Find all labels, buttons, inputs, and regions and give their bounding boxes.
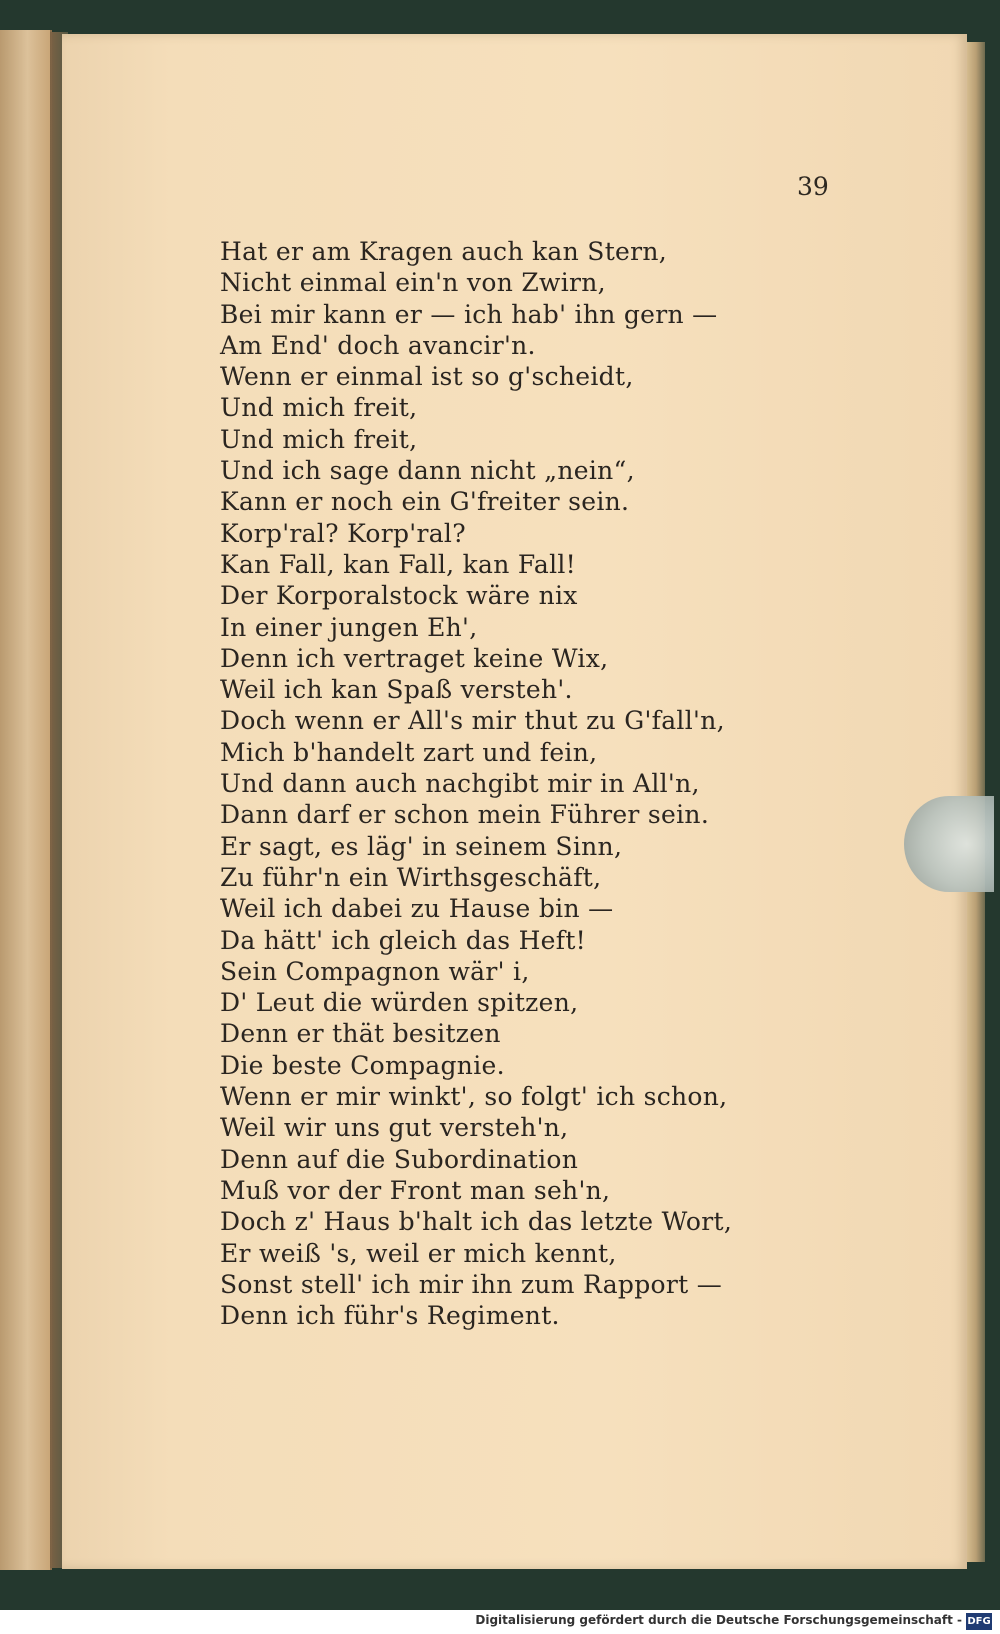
poem-line: Und mich freit, xyxy=(220,424,418,454)
poem-line: Weil ich kan Spaß versteh'. xyxy=(220,675,573,705)
poem-line: Hat er am Kragen auch kan Stern, xyxy=(220,237,668,266)
page-clip xyxy=(904,796,994,892)
poem-line: Die beste Compagnie. xyxy=(220,1050,505,1080)
poem-line: Mich b'handelt zart und fein, xyxy=(220,737,598,767)
poem-line: Und dann auch nachgibt mir in All'n, xyxy=(220,769,700,799)
poem-line: Kan Fall, kan Fall, kan Fall! xyxy=(220,549,577,579)
page-number: 39 xyxy=(797,172,829,201)
poem-line: Sein Compagnon wär' i, xyxy=(220,956,530,986)
poem-line: Kann er noch ein G'freiter sein. xyxy=(220,487,630,517)
poem-line: Und mich freit, xyxy=(220,393,418,423)
poem-line: Denn ich vertraget keine Wix, xyxy=(220,643,609,673)
poem-line: In einer jungen Eh', xyxy=(220,612,478,642)
poem-line: Am End' doch avancir'n. xyxy=(220,330,536,360)
poem-line: Denn auf die Subordination xyxy=(220,1144,579,1174)
poem-line: Nicht einmal ein'n von Zwirn, xyxy=(220,268,606,298)
poem-line: Er weiß 's, weil er mich kennt, xyxy=(220,1238,617,1268)
poem-line: Denn ich führ's Regiment. xyxy=(220,1301,560,1331)
poem-line: Da hätt' ich gleich das Heft! xyxy=(220,925,587,955)
poem-line: Wenn er einmal ist so g'scheidt, xyxy=(220,362,634,392)
poem-line: Bei mir kann er — ich hab' ihn gern — xyxy=(220,299,718,329)
poem-line: Weil wir uns gut versteh'n, xyxy=(220,1113,569,1143)
poem-line: Doch z' Haus b'halt ich das letzte Wort, xyxy=(220,1207,733,1237)
poem-line: Zu führ'n ein Wirthsgeschäft, xyxy=(220,862,602,892)
poem-line: Dann darf er schon mein Führer sein. xyxy=(220,800,710,830)
poem-line: Der Korporalstock wäre nix xyxy=(220,581,578,611)
poem-line: Und ich sage dann nicht „nein“, xyxy=(220,456,635,486)
funding-note: Digitalisierung gefördert durch die Deutsche Forschungsgemeinschaft - xyxy=(475,1613,962,1627)
poem-text xyxy=(220,236,760,1331)
poem-line: Wenn er mir winkt', so folgt' ich schon, xyxy=(220,1082,728,1112)
poem-line: Er sagt, es läg' in seinem Sinn, xyxy=(220,831,623,861)
left-page-edge xyxy=(0,30,52,1570)
poem-line: Weil ich dabei zu Hause bin — xyxy=(220,894,614,924)
poem-line: D' Leut die würden spitzen, xyxy=(220,988,579,1018)
poem-line: Muß vor der Front man seh'n, xyxy=(220,1175,611,1205)
footer-bar xyxy=(0,1610,1000,1634)
poem-line: Denn er thät besitzen xyxy=(220,1019,501,1049)
dfg-logo: DFG xyxy=(966,1613,992,1630)
poem-line: Korp'ral? Korp'ral? xyxy=(220,518,466,548)
poem-line: Sonst stell' ich mir ihn zum Rapport — xyxy=(220,1269,723,1299)
poem-line: Doch wenn er All's mir thut zu G'fall'n, xyxy=(220,706,725,736)
